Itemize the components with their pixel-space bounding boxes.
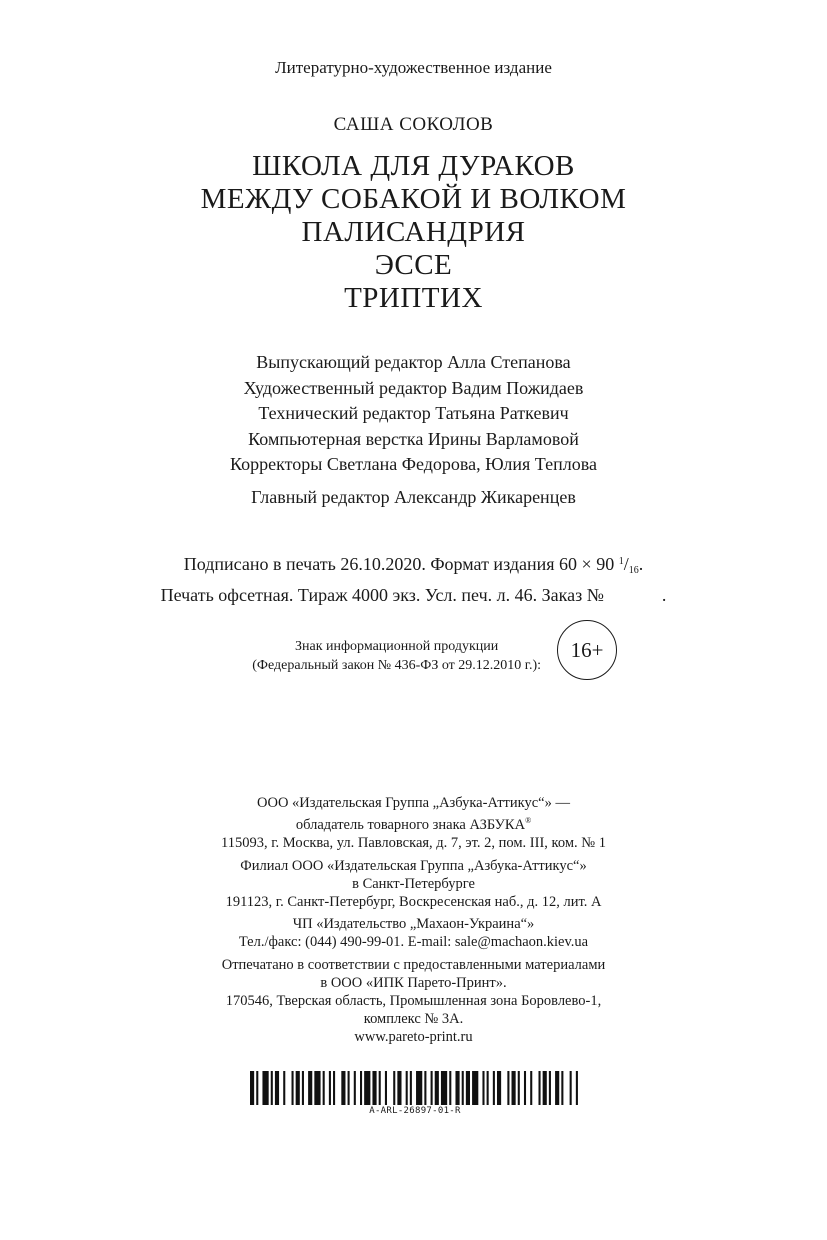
barcode-bar	[333, 1071, 335, 1105]
publisher-line: в Санкт-Петербурге	[352, 875, 475, 892]
print-format-text: Подписано в печать 26.10.2020. Формат издания 60 × 90	[183, 554, 615, 574]
barcode-bar	[549, 1071, 551, 1105]
publisher-line: Отпечатано в соответствии с предоставленными материалами	[221, 956, 606, 973]
barcode-bar	[314, 1071, 320, 1105]
registered-mark: ®	[525, 816, 532, 826]
barcode-bar	[364, 1071, 370, 1105]
barcode-bar	[424, 1071, 426, 1105]
barcode-bars	[250, 1071, 580, 1105]
barcode-bar	[410, 1071, 412, 1105]
publisher-line: 115093, г. Москва, ул. Павловская, д. 7, эт. 2, пом. III, ком. № 1	[221, 835, 606, 852]
format-fraction-slash: /	[623, 554, 629, 574]
chief-editor: Главный редактор Александр Жикаренцев	[251, 487, 576, 507]
staff-line: Компьютерная верстка Ирины Варламовой	[248, 428, 579, 449]
barcode-bar	[385, 1071, 387, 1105]
barcode-bar	[462, 1071, 464, 1105]
barcode-bar	[493, 1071, 495, 1105]
barcode-bar	[354, 1071, 356, 1105]
barcode-bar	[555, 1071, 559, 1105]
barcode-bar	[497, 1071, 501, 1105]
print-info	[0, 549, 827, 608]
barcode-bar	[570, 1071, 572, 1105]
barcode-bar	[262, 1071, 268, 1105]
barcode-bar	[292, 1071, 294, 1105]
barcode-bar	[466, 1071, 470, 1105]
barcode-bar	[271, 1071, 273, 1105]
barcode-bar	[435, 1071, 439, 1105]
barcode-bar	[308, 1071, 312, 1105]
barcode-bar	[472, 1071, 478, 1105]
title-line: ПАЛИСАНДРИЯ	[301, 216, 526, 248]
author-name: САША СОКОЛОВ	[333, 114, 494, 135]
barcode-bar	[256, 1071, 258, 1105]
publisher-line	[0, 812, 827, 834]
barcode-bar	[393, 1071, 395, 1105]
barcode-bar	[518, 1071, 520, 1105]
staff-credits	[0, 350, 827, 478]
title-line: ТРИПТИХ	[344, 282, 483, 314]
barcode-bar	[406, 1071, 408, 1105]
title-line: ЭССЕ	[374, 249, 453, 281]
barcode-text: A-ARL-26897-01-R	[369, 1106, 461, 1116]
barcode-bar	[302, 1071, 304, 1105]
barcode-bar	[250, 1071, 254, 1105]
barcode-bar	[482, 1071, 484, 1105]
print-run-text: Печать офсетная. Тираж 4000 экз. Усл. печ. л. 46. Заказ №	[160, 585, 604, 605]
format-fraction-numerator: 1	[618, 556, 624, 567]
barcode-bar	[379, 1071, 381, 1105]
title-line: ШКОЛА ДЛЯ ДУРАКОВ	[252, 150, 575, 182]
print-line-2-end: .	[661, 585, 667, 605]
titles-list	[0, 150, 827, 315]
barcode-bar	[524, 1071, 526, 1105]
title-line: МЕЖДУ СОБАКОЙ И ВОЛКОМ	[200, 183, 627, 215]
barcode-bar	[296, 1071, 300, 1105]
barcode-bar	[283, 1071, 285, 1105]
age-rating-badge: 16+	[557, 620, 617, 680]
publisher-line: комплекс № 3А.	[363, 1011, 464, 1028]
barcode-bar	[372, 1071, 376, 1105]
barcode-bar	[538, 1071, 540, 1105]
staff-line: Технический редактор Татьяна Раткевич	[258, 403, 569, 423]
print-line-1-end: .	[638, 554, 644, 574]
publisher-info	[0, 794, 827, 1047]
print-info-line-2	[0, 583, 827, 608]
print-info-line-1	[0, 549, 827, 583]
barcode-bar	[360, 1071, 362, 1105]
barcode-bar	[416, 1071, 422, 1105]
age-label-line: (Федеральный закон № 436-ФЗ от 29.12.2010 г.):	[252, 658, 541, 673]
barcode-bar	[576, 1071, 578, 1105]
barcode-bar	[397, 1071, 401, 1105]
barcode-bar	[507, 1071, 509, 1105]
barcode-bar	[275, 1071, 279, 1105]
barcode-bar	[512, 1071, 516, 1105]
barcode-bar	[530, 1071, 532, 1105]
barcode-bar	[455, 1071, 459, 1105]
staff-line: Корректоры Светлана Федорова, Юлия Теплова	[230, 454, 597, 474]
trademark-text: обладатель товарного знака АЗБУКА	[295, 817, 526, 834]
publisher-line: в ООО «ИПК Парето-Принт».	[320, 974, 507, 991]
staff-line: Выпускающий редактор Алла Степанова	[256, 352, 571, 372]
publisher-line: www.pareto-print.ru	[354, 1029, 473, 1046]
barcode-bar	[449, 1071, 451, 1105]
barcode-bar	[441, 1071, 447, 1105]
barcode-bar	[329, 1071, 331, 1105]
barcode-bar	[487, 1071, 489, 1105]
staff-line: Художественный редактор Вадим Пожидаев	[243, 377, 584, 398]
barcode-bar	[348, 1071, 350, 1105]
publisher-line: ООО «Издательская Группа „Азбука-Аттикус“» —	[257, 795, 570, 811]
barcode-bar	[561, 1071, 563, 1105]
publisher-line: Тел./факс: (044) 490-99-01. E-mail: sale@machaon.kiev.ua	[238, 934, 589, 951]
publisher-line: 170546, Тверская область, Промышленная зона Боровлево-1,	[225, 993, 602, 1010]
age-rating-label	[252, 637, 541, 675]
age-label-line: Знак информационной продукции	[294, 639, 499, 654]
barcode-bar	[323, 1071, 325, 1105]
barcode-bar	[543, 1071, 547, 1105]
barcode-bar	[431, 1071, 433, 1105]
barcode	[250, 1071, 580, 1121]
format-fraction-denominator: 16	[628, 565, 639, 576]
publisher-line: 191123, г. Санкт-Петербург, Воскресенская наб., д. 12, лит. А	[225, 894, 602, 911]
publisher-line: Филиал ООО «Издательская Группа „Азбука-Аттикус“»	[240, 857, 587, 874]
barcode-bar	[341, 1071, 345, 1105]
publisher-line: ЧП «Издательство „Махаон-Украина“»	[292, 916, 535, 933]
series-label: Литературно-художественное издание	[275, 58, 552, 77]
